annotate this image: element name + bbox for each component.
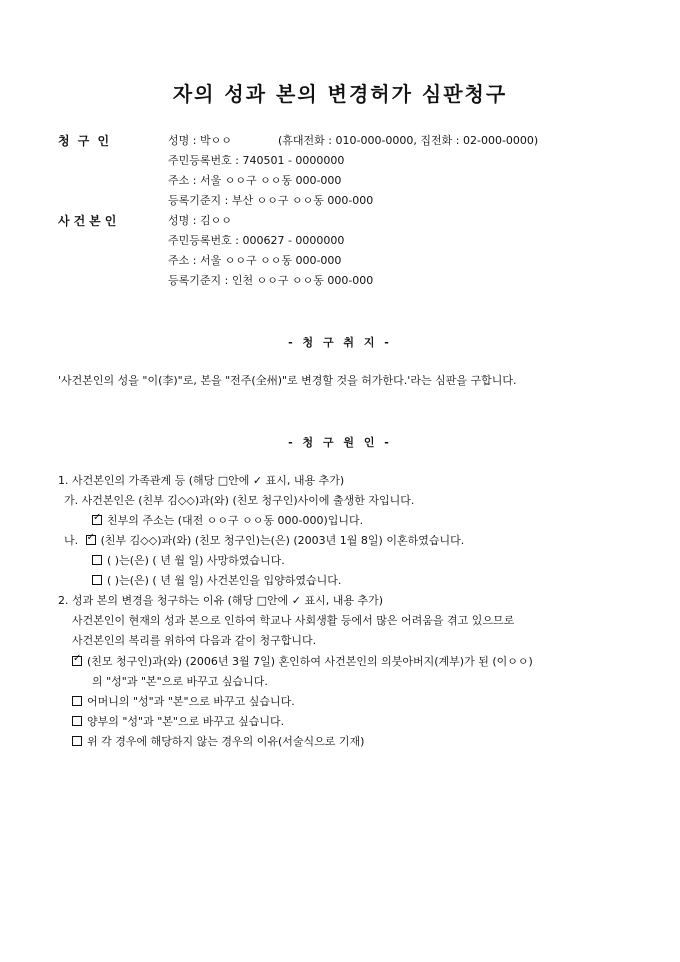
death-checkbox[interactable] [92, 555, 102, 565]
death-text: ( )는(은) ( 년 월 일) 사망하였습니다. [107, 554, 285, 567]
subject-registered: 등록기준지 : 인천 ㅇㅇ구 ㅇㅇ동 000-000 [168, 274, 374, 287]
section-1a-text: 가. 사건본인은 (친부 김◇◇)과(와) (친모 청구인)사이에 출생한 자입니다. [64, 494, 415, 507]
section-1a-check-row [92, 514, 363, 528]
adoption-checkbox[interactable] [92, 575, 102, 585]
claimant-name: 성명 : 박ㅇㅇ [168, 134, 232, 147]
subject-name: 성명 : 김ㅇㅇ [168, 214, 232, 227]
stepfather-text-cont: 의 "성"과 "본"으로 바꾸고 싶습니다. [92, 675, 268, 688]
mother-row [72, 695, 295, 709]
claimant-label: 청 구 인 [58, 134, 112, 148]
section-2-para-1: 사건본인이 현재의 성과 본으로 인하여 학교나 사회생활 등에서 많은 어려움을 겪고 있으므로 [72, 614, 515, 627]
section-1-heading: 1. 사건본인의 가족관계 등 (해당 □안에 ✓ 표시, 내용 추가) [58, 474, 345, 487]
adoption-text: ( )는(은) ( 년 월 일) 사건본인을 입양하였습니다. [107, 574, 342, 587]
mother-checkbox[interactable] [72, 696, 82, 706]
other-reason-row [72, 735, 364, 749]
purpose-heading: - 청 구 취 지 - [288, 336, 392, 349]
stepfather-row [72, 655, 533, 669]
adoption-row [92, 574, 341, 588]
adoptive-father-text: 양부의 "성"과 "본"으로 바꾸고 싶습니다. [87, 715, 285, 728]
claimant-address: 주소 : 서울 ㅇㅇ구 ㅇㅇ동 000-000 [168, 174, 342, 187]
claimant-registered: 등록기준지 : 부산 ㅇㅇ구 ㅇㅇ동 000-000 [168, 194, 374, 207]
subject-rrn: 주민등록번호 : 000627 - 0000000 [168, 234, 345, 247]
stepfather-checkbox[interactable] [72, 656, 82, 666]
section-2-para-2: 사건본인의 복리를 위하여 다음과 같이 청구합니다. [72, 634, 317, 647]
section-1b-row [64, 534, 464, 548]
other-reason-checkbox[interactable] [72, 736, 82, 746]
adoptive-father-row [72, 715, 284, 729]
reasons-heading: - 청 구 원 인 - [288, 436, 392, 449]
claimant-phone: (휴대전화 : 010-000-0000, 집전화 : 02-000-0000) [278, 134, 539, 147]
purpose-text: '사건본인의 성을 "이(李)"로, 본을 "전주(全州)"로 변경할 것을 허가한다.'라는 심판을 구합니다. [58, 374, 517, 387]
section-1b-marker: 나. [64, 534, 79, 547]
subject-address: 주소 : 서울 ㅇㅇ구 ㅇㅇ동 000-000 [168, 254, 342, 267]
death-row [92, 554, 285, 568]
adoptive-father-checkbox[interactable] [72, 716, 82, 726]
section-2-heading: 2. 성과 본의 변경을 청구하는 이유 (해당 □안에 ✓ 표시, 내용 추가) [58, 594, 384, 607]
divorce-checkbox[interactable] [86, 535, 96, 545]
subject-label: 사건본인 [58, 214, 121, 228]
page-title: 자의 성과 본의 변경허가 심판청구 [172, 82, 508, 106]
mother-text: 어머니의 "성"과 "본"으로 바꾸고 싶습니다. [87, 695, 295, 708]
father-address-checkbox[interactable] [92, 515, 102, 525]
claimant-rrn: 주민등록번호 : 740501 - 0000000 [168, 154, 345, 167]
other-reason-text: 위 각 경우에 해당하지 않는 경우의 이유(서술식으로 기재) [87, 735, 365, 748]
stepfather-text: (친모 청구인)과(와) (2006년 3월 7일) 혼인하여 사건본인의 의붓아버지(계부)가 된 (이ㅇㅇ) [87, 655, 533, 668]
father-address-text: 친부의 주소는 (대전 ㅇㅇ구 ㅇㅇ동 000-000)입니다. [107, 514, 364, 527]
divorce-text: (친부 김◇◇)과(와) (친모 청구인)는(은) (2003년 1월 8일) 이혼하였습니다. [100, 534, 465, 547]
